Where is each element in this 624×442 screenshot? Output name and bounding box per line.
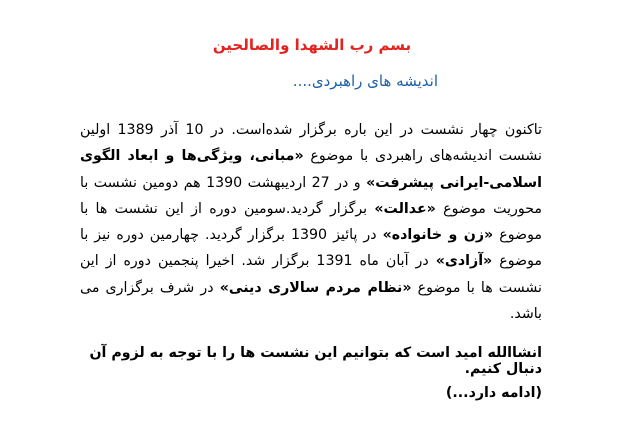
bold-topic: «زن و خانواده»: [382, 227, 494, 244]
paragraph-segment: در شرف برگزاری می باشد.: [80, 279, 542, 323]
paragraph-segment: برگزار گردید.سومین دوره از این نشست ها با موضوع: [80, 200, 542, 244]
closing-sentence: انشاالله امید است که بتوانیم این نشست ها را با توجه به لزوم آن دنبال کنیم.: [89, 345, 542, 377]
bold-topic: «آزادی»: [435, 253, 493, 270]
paragraph-segment: و در 27 اردیبهشت 1390 هم دومین نشست با محوریت موضوع: [80, 174, 542, 217]
paragraph-segment: در آبان ماه 1391 برگزار شد. اخیرا پنجمین دوره از این نشست ها با موضوع: [80, 253, 542, 296]
body-paragraph: [80, 117, 542, 327]
paragraph-segment: تاکنون چهار نشست در این باره برگزار شده‌است. در 10 آذر 1389 اولین نشست اندیشه‌های راهبردی با موضوع: [80, 122, 542, 165]
bold-topic: «مبانی، ویژگی‌ها و ابعاد الگوی اسلامی-ایرانی پیشرفت»: [80, 148, 542, 191]
paragraph-segment: در پائیز 1390 برگزار گردید. چهارمین دوره نیز با موضوع: [80, 227, 543, 270]
to-be-continued: (ادامه دارد...): [445, 385, 542, 401]
document-subtitle: اندیشه های راهبردی....: [292, 72, 438, 90]
bold-topic: «نظام مردم سالاری دینی»: [219, 279, 412, 296]
bold-topic: «عدالت»: [374, 200, 436, 217]
document-title: بسم رب الشهدا والصالحین: [212, 36, 412, 54]
